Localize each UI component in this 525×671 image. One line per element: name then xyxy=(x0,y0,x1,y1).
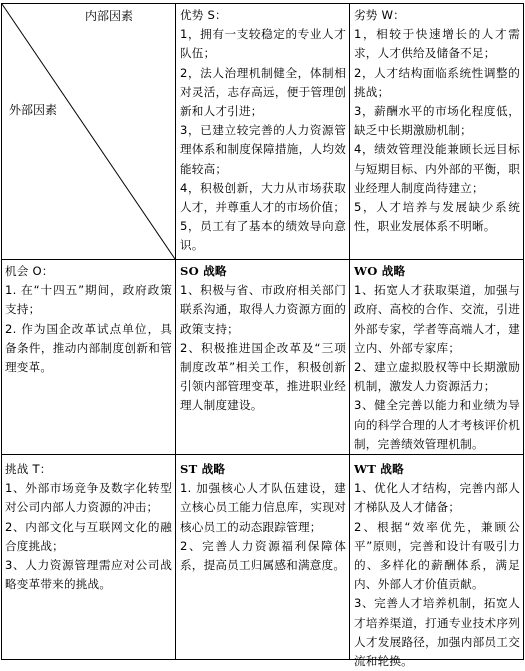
so-strategy-item: 1、积极与省、市政府相关部门联系沟通，取得人力资源方面的政策支持； xyxy=(180,283,346,336)
so-strategy-cell xyxy=(180,262,346,452)
strength-item: 2，法人治理机制健全，体制相对灵活，志存高远，便于管理创新和人才引进； xyxy=(180,65,346,119)
external-factors-label: 外部因素 xyxy=(9,103,58,117)
st-strategy-item: 2、完善人力资源福利保障体系，提高员工归属感和满意度。 xyxy=(180,538,346,573)
wt-strategy-item: 1、优化人才结构，完善内部人才梯队及人才储备； xyxy=(354,481,520,515)
strength-item: 3，已建立较完善的人力资源管理体系和制度保障措施，人均效能较高； xyxy=(180,123,346,176)
weakness-item: 2，人才结构面临系统性调整的挑战； xyxy=(354,65,520,99)
row-divider-2 xyxy=(1,454,524,455)
column-divider-2 xyxy=(349,3,350,660)
threat-item: 3、人力资源管理需应对公司战略变革带来的挑战。 xyxy=(5,558,172,592)
threat-item: 2、内部文化与互联网文化的融合度挑战； xyxy=(5,519,172,553)
wo-strategy-item: 2、建立虚拟股权等中长期激励机制，激发人力资源活力； xyxy=(354,360,520,394)
corner-diagonal xyxy=(2,4,175,259)
opportunities-cell xyxy=(5,262,172,452)
so-strategy-item: 2、积极推进国企改革及“三项制度改革”相关工作，积极创新引领内部管理变革，推进职业经理人制度建设。 xyxy=(180,340,346,413)
column-divider-1 xyxy=(175,3,176,660)
table-border-right xyxy=(523,3,524,660)
opportunity-item: 2. 作为国企改革试点单位，具备条件，推动内部制度创新和管理变革。 xyxy=(5,321,172,375)
wo-strategy-item: 1、拓宽人才获取渠道，加强与政府、高校的合作、交流，引进外部专家，学者等高端人才，建立内、外部专家库； xyxy=(354,283,520,355)
opportunities-title: 机会 O： xyxy=(5,264,54,278)
wt-strategy-title: WT 战略 xyxy=(354,462,404,476)
threats-title: 挑战 T： xyxy=(5,462,52,476)
strength-item: 4，积极创新，大力从市场获取人才，并尊重人才的市场价值； xyxy=(180,180,346,215)
strengths-cell xyxy=(180,6,346,258)
wt-strategy-item: 3、完善人才培养机制，拓宽人才培养渠道，打通专业技术序列人才发展路径，加强内部员工交流和轮换。 xyxy=(354,596,520,669)
wo-strategy-cell xyxy=(354,262,520,452)
strength-item: 1，拥有一支较稳定的专业人才队伍； xyxy=(180,27,346,61)
threat-item: 1、外部市场竞争及数字化转型对公司内部人力资源的冲击； xyxy=(5,481,172,515)
wt-strategy-item: 2、根据“效率优先，兼顾公平”原则，完善和设计有吸引力的、多样化的薪酬体系，满足内、外部人才价值贡献。 xyxy=(354,519,520,592)
weaknesses-title: 劣势 W： xyxy=(354,8,405,22)
threats-cell xyxy=(5,460,172,656)
st-strategy-title: ST 战略 xyxy=(180,462,226,476)
weaknesses-cell xyxy=(354,6,520,258)
so-strategy-title: SO 战略 xyxy=(180,264,227,278)
wo-strategy-title: WO 战略 xyxy=(354,264,406,278)
wt-strategy-cell xyxy=(354,460,520,669)
internal-factors-label: 内部因素 xyxy=(85,9,134,23)
strength-item: 5，员工有了基本的绩效导向意识。 xyxy=(180,219,346,253)
weakness-item: 4，绩效管理没能兼顾长远目标与短期目标、内外部的平衡，职业经理人制度尚待建立； xyxy=(354,142,520,195)
st-strategy-item: 1. 加强核心人才队伍建设，建立核心员工能力信息库，实现对核心员工的动态跟踪管理； xyxy=(180,481,346,534)
weakness-item: 1，相较于快速增长的人才需求，人才供给及储备不足； xyxy=(354,27,520,61)
weakness-item: 3，薪酬水平的市场化程度低，缺乏中长期激励机制； xyxy=(354,104,520,138)
row-divider-1 xyxy=(1,259,524,260)
strengths-title: 优势 S： xyxy=(180,8,227,22)
wo-strategy-item: 3、健全完善以能力和业绩为导向的科学合理的人才考核评价机制，完善绩效管理机制。 xyxy=(354,398,520,451)
weakness-item: 5，人才培养与发展缺少系统性，职业发展体系不明晰。 xyxy=(354,200,520,234)
st-strategy-cell xyxy=(180,460,346,656)
opportunity-item: 1. 在“十四五”期间，政府政策支持； xyxy=(5,283,172,317)
